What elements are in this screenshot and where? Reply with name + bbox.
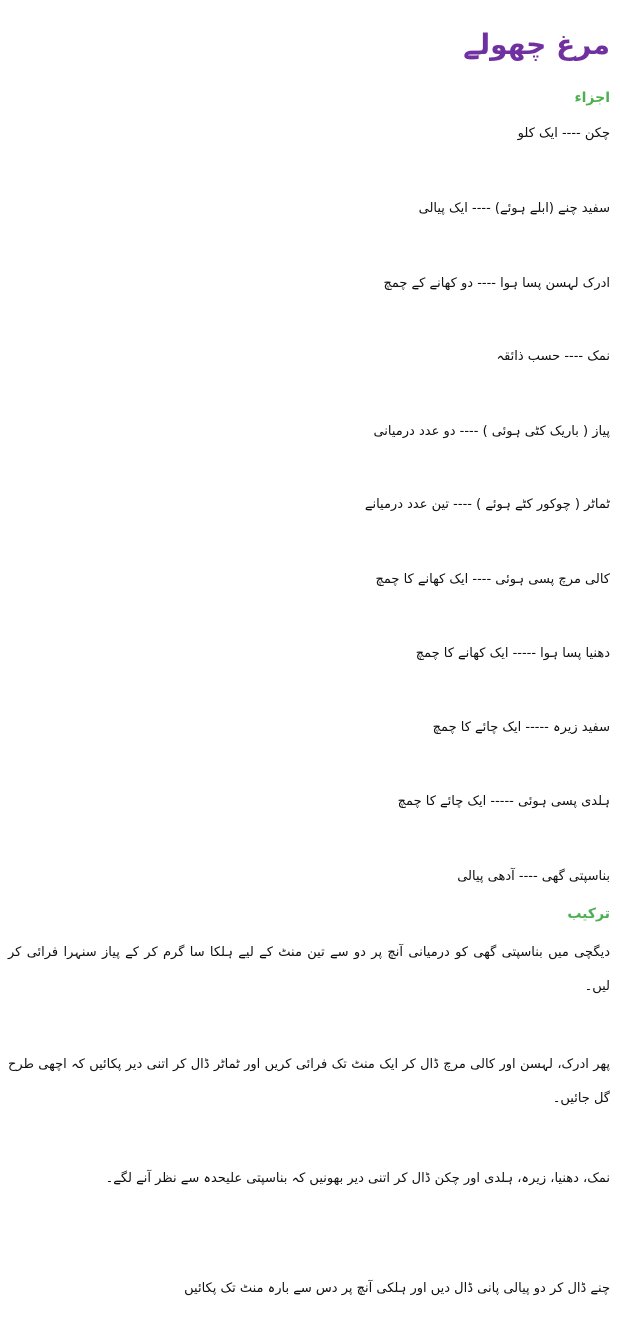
ingredients-heading: اجزاء	[574, 90, 610, 106]
ingredient-item: سفید چنے (ابلے ہوئے) ---- ایک پیالی	[418, 201, 610, 216]
ingredient-item: نمک ---- حسب ذائقہ	[496, 349, 610, 364]
ingredient-item: ہلدی پسی ہوئی ----- ایک چائے کا چمچ	[397, 794, 610, 809]
method-heading: ترکیب	[567, 906, 610, 922]
method-step: نمک، دھنیا، زیرہ، ہلدی اور چکن ڈال کر اتنی دیر بھونیں کہ بناسپتی علیحدہ سے نظر آنے لگے۔	[105, 1171, 610, 1186]
method-step: دیگچی میں بناسپتی گھی کو درمیانی آنچ پر دو سے تین منٹ کے لیے ہلکا سا گرم کر کے پیاز سنہرا فرائی کر لیں۔	[8, 945, 610, 994]
ingredient-item: ٹماٹر ( چوکور کٹے ہوئے ) ---- تین عدد درمیانے	[364, 497, 610, 512]
method-step: چنے ڈال کر دو پیالی پانی ڈال دیں اور ہلکی آنچ پر دس سے بارہ منٹ تک پکائیں	[184, 1281, 610, 1296]
method-step: پھر ادرک، لہسن اور کالی مرچ ڈال کر ایک منٹ تک فرائی کریں اور ٹماٹر ڈال کر اتنی دیر پکائیں کہ اچھی طرح گل جائیں۔	[8, 1057, 610, 1106]
ingredient-item: سفید زیرہ ----- ایک چائے کا چمچ	[432, 720, 610, 735]
ingredient-item: بناسپتی گھی ---- آدھی پیالی	[457, 869, 610, 884]
ingredient-item: دھنیا پسا ہوا ----- ایک کھانے کا چمچ	[415, 646, 610, 661]
ingredient-item: کالی مرچ پسی ہوئی ---- ایک کھانے کا چمچ	[375, 572, 610, 587]
ingredient-item: ادرک لہسن پسا ہوا ---- دو کھانے کے چمچ	[383, 276, 610, 291]
recipe-title: مرغ چھولے	[463, 28, 610, 61]
ingredient-item: پیاز ( باریک کٹی ہوئی ) ---- دو عدد درمیانی	[373, 424, 610, 439]
ingredient-item: چکن ---- ایک کلو	[517, 126, 610, 141]
